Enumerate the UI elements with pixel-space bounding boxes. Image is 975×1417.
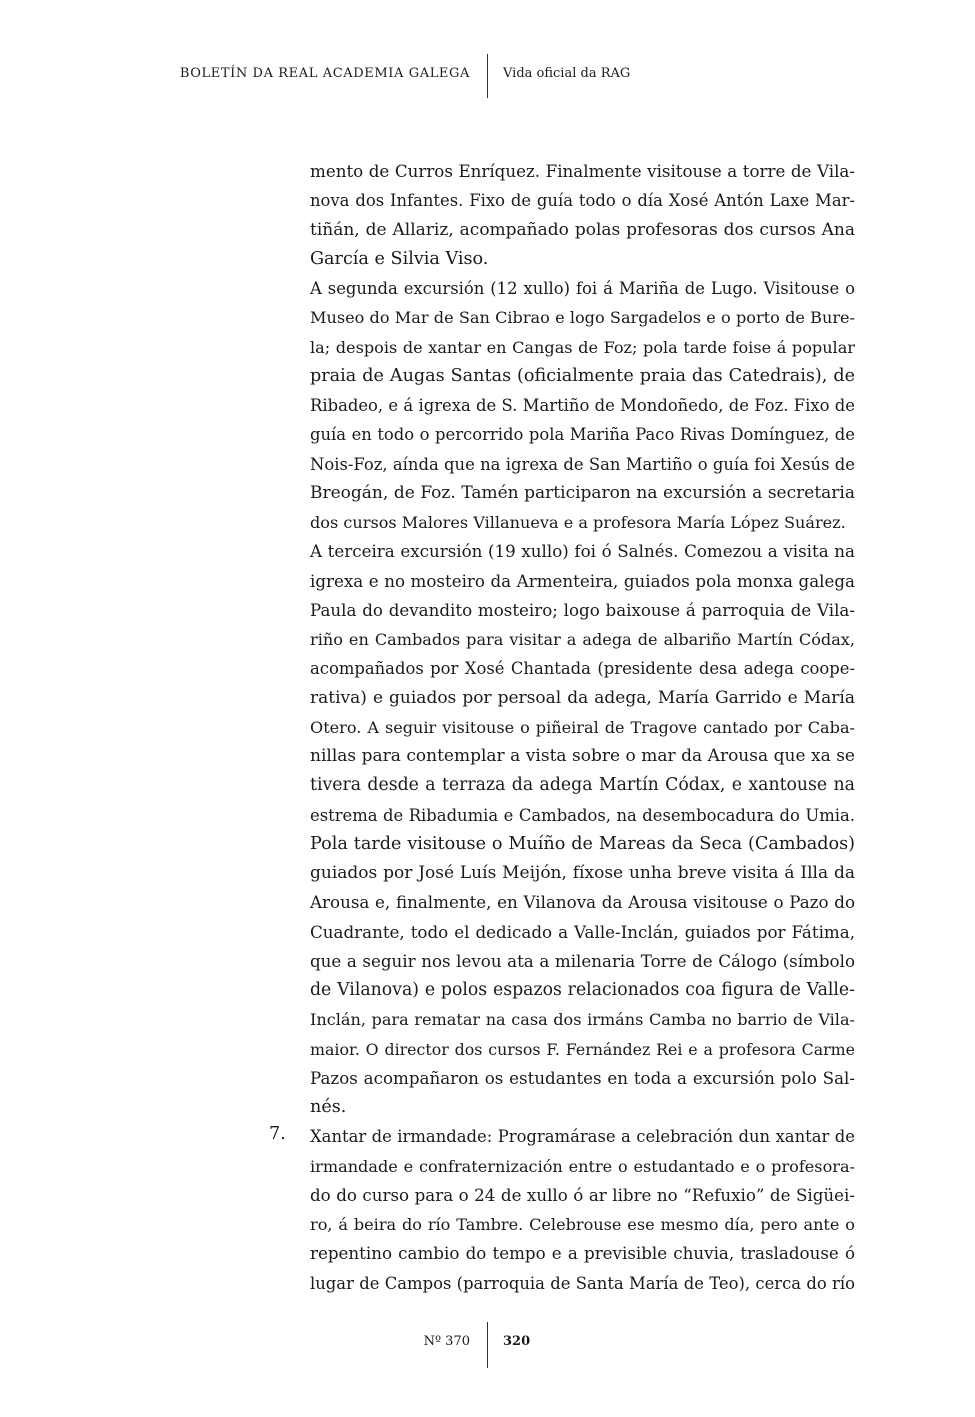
text-line: Nois-Foz, aínda que na igrexa de San Martiño o guía foi Xesús de bbox=[310, 454, 855, 474]
text-line: guiados por José Luís Meijón, fíxose unha breve visita á Illa da bbox=[310, 863, 855, 883]
text-line: tivera desde a terraza da adega Martín Códax, e xantouse na bbox=[310, 775, 855, 796]
text-line: A terceira excursión (19 xullo) foi ó Salnés. Comezou a visita na bbox=[310, 541, 855, 562]
text-line: la; despois de xantar en Cangas de Foz; pola tarde foise á popular bbox=[310, 337, 855, 357]
text-line: do do curso para o 24 de xullo ó ar libre no “Refuxio” de Sigüei- bbox=[310, 1184, 855, 1205]
page-number: 320 bbox=[503, 1334, 531, 1349]
text-line: praia de Augas Santas (oficialmente praia das Catedrais), de bbox=[310, 365, 855, 386]
text-line: tiñán, de Allariz, acompañado polas profesoras dos cursos Ana bbox=[310, 219, 855, 240]
text-line: guía en todo o percorrido pola Mariña Paco Rivas Domínguez, de bbox=[310, 425, 855, 445]
text-line: de Vilanova) e polos espazos relacionados coa figura de Valle- bbox=[310, 980, 855, 1000]
text-line: estrema de Ribadumia e Cambados, na desembocadura do Umia. bbox=[310, 805, 855, 825]
header-divider bbox=[487, 54, 488, 98]
text-line: que a seguir nos levou ata a milenaria Torre de Cálogo (símbolo bbox=[310, 950, 855, 971]
page-footer bbox=[0, 1322, 975, 1368]
journal-title: BOLETÍN DA REAL ACADEMIA GALEGA bbox=[179, 66, 470, 81]
footer-divider bbox=[487, 1322, 488, 1368]
text-line: Pazos acompañaron os estudantes en toda a excursión polo Sal- bbox=[310, 1067, 855, 1088]
text-line: nillas para contemplar a vista sobre o mar da Arousa que xa se bbox=[310, 746, 855, 766]
text-line: Pola tarde visitouse o Muíño de Mareas da Seca (Cambados) bbox=[310, 833, 855, 854]
text-line: Breogán, de Foz. Tamén participaron na excursión a secretaria bbox=[310, 482, 855, 503]
page-header bbox=[0, 54, 975, 98]
text-line: mento de Curros Enríquez. Finalmente visitouse a torre de Vila- bbox=[310, 161, 855, 181]
text-line: nova dos Infantes. Fixo de guía todo o día Xosé Antón Laxe Mar- bbox=[310, 191, 855, 211]
section-title: Vida oficial da RAG bbox=[503, 66, 631, 81]
text-line: igrexa e no mosteiro da Armenteira, guiados pola monxa galega bbox=[310, 570, 855, 591]
body-text bbox=[310, 157, 855, 1298]
text-line: Inclán, para rematar na casa dos irmáns Camba no barrio de Vila- bbox=[310, 1010, 855, 1030]
text-line: Xantar de irmandade: Programárase a celebración dun xantar de bbox=[310, 1127, 855, 1147]
text-line: Ribadeo, e á igrexa de S. Martiño de Mondoñedo, de Foz. Fixo de bbox=[310, 396, 855, 415]
text-line: lugar de Campos (parroquia de Santa María de Teo), cerca do río bbox=[310, 1273, 855, 1293]
issue-number: Nº 370 bbox=[423, 1334, 470, 1349]
text-line: Arousa e, finalmente, en Vilanova da Arousa visitouse o Pazo do bbox=[310, 892, 855, 913]
text-line: maior. O director dos cursos F. Fernández Rei e a profesora Carme bbox=[310, 1039, 855, 1059]
text-line: García e Silvia Viso. bbox=[310, 248, 489, 269]
text-line: acompañados por Xosé Chantada (presidente desa adega coope- bbox=[310, 659, 855, 679]
text-line: ro, á beira do río Tambre. Celebrouse ese mesmo día, pero ante o bbox=[310, 1215, 855, 1234]
text-line: irmandade e confraternización entre o estudantado e o profesora- bbox=[310, 1156, 855, 1176]
text-line: rativa) e guiados por persoal da adega, María Garrido e María bbox=[310, 687, 855, 708]
text-line: Cuadrante, todo el dedicado a Valle-Inclán, guiados por Fátima, bbox=[310, 921, 855, 942]
text-line: Museo do Mar de San Cibrao e logo Sargadelos e o porto de Bure- bbox=[310, 308, 855, 328]
text-line: nés. bbox=[310, 1097, 347, 1117]
text-line: repentino cambio do tempo e a previsible chuvia, trasladouse ó bbox=[310, 1243, 855, 1264]
text-line: Paula do devandito mosteiro; logo baixouse á parroquia de Vila- bbox=[310, 599, 855, 620]
text-line: riño en Cambados para visitar a adega de albariño Martín Códax, bbox=[310, 630, 855, 649]
text-line: dos cursos Malores Villanueva e a profesora María López Suárez. bbox=[310, 513, 846, 532]
text-line: Otero. A seguir visitouse o piñeiral de Tragove cantado por Caba- bbox=[310, 717, 855, 737]
list-item-number: 7. bbox=[269, 1124, 286, 1144]
text-line: A segunda excursión (12 xullo) foi á Mariña de Lugo. Visitouse o bbox=[310, 279, 855, 298]
